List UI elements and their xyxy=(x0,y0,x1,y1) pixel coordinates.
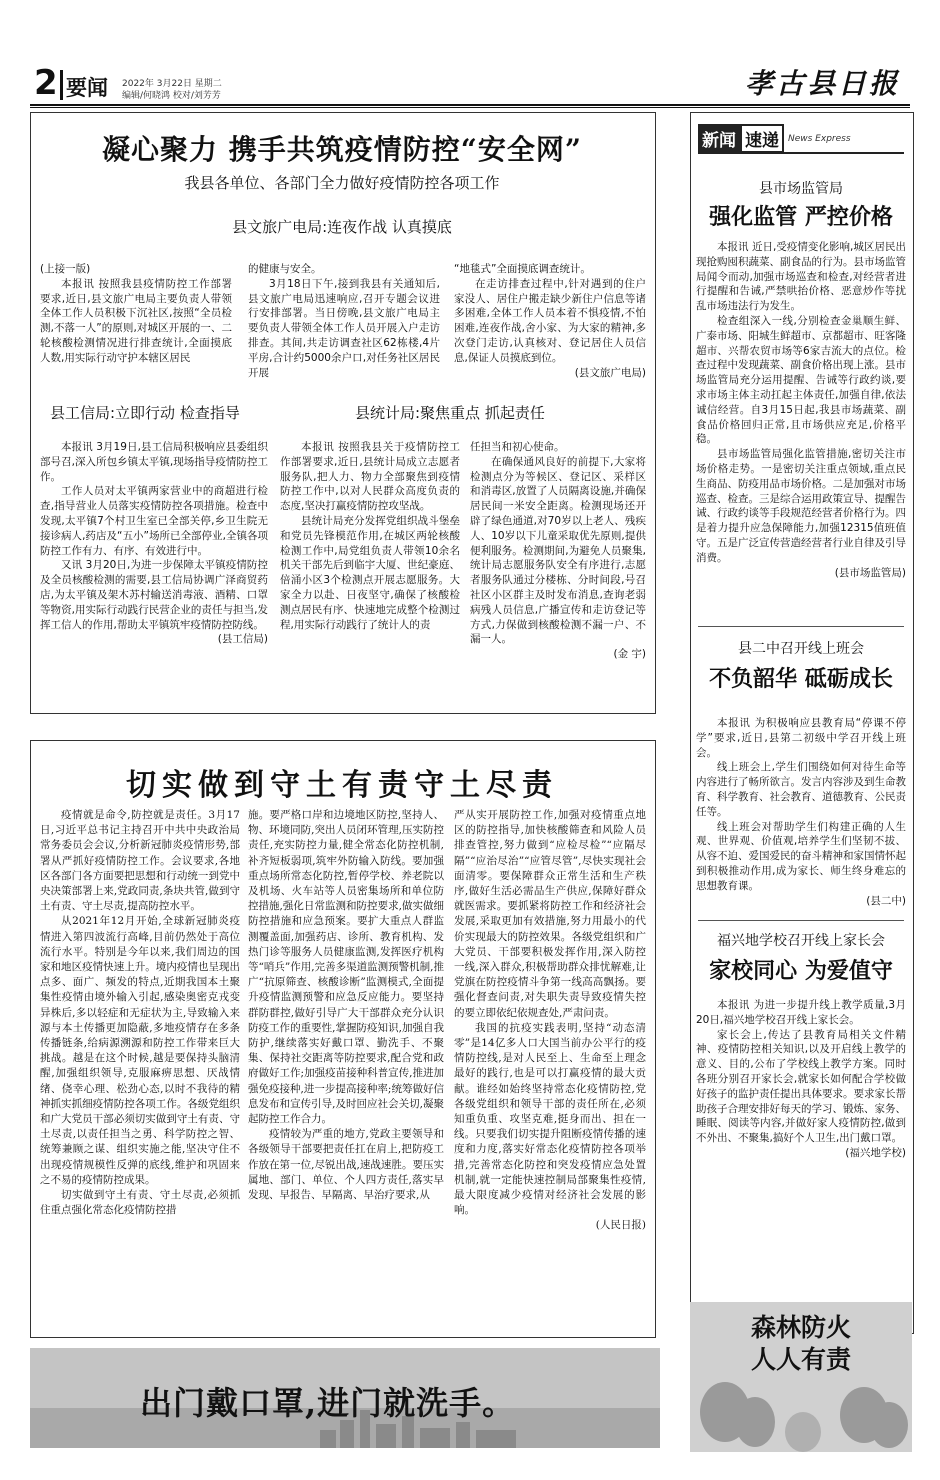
article-culture-col1 xyxy=(40,262,232,366)
article-paragraph: (上接一版) xyxy=(40,263,91,275)
news-item-body xyxy=(696,998,906,1161)
section-heading-statistics-bureau: 县统计局:聚焦重点 抓起责任 xyxy=(355,404,545,422)
tree-icon xyxy=(785,1412,821,1452)
news-divider xyxy=(698,920,904,921)
news-item-body xyxy=(696,716,906,908)
news-paragraph: 本报讯 为积极响应县教育局“停课不停学”要求,近日,县第二初级中学召开线上班会。 xyxy=(696,717,906,759)
issue-date: 2022年 3月22日 星期二 xyxy=(122,79,222,89)
commentary-paragraph: 疫情就是命令,防控就是责任。3月17日,习近平总书记主持召开中共中央政治局常务委员会会议,分析新冠肺炎疫情形势,部署从严抓好疫情防控工作。会议要求,各地区各部门各方面要把思想和行动统一到党中央决策部署上来,党政同责,条块共管,做到守土有责、守土尽责,提高防控水平。 xyxy=(40,809,240,913)
article-stats-col1 xyxy=(280,440,460,632)
news-item-source: 县市场监管局 xyxy=(759,181,843,197)
commentary-col1 xyxy=(40,808,240,1218)
header-rule-thin xyxy=(30,107,910,108)
news-paragraph: 线上班会对帮助学生们构建正确的人生观、世界观、价值观,培养学生们坚韧不拔、从容不迫、爱国爱民的奋斗精神和家国情怀起到积极推动作用,成为家长、师生终身难忘的思想教育课。 xyxy=(696,820,906,892)
news-item-title: 家校同心 为爱值守 xyxy=(709,958,893,984)
main-story-subtitle: 我县各单位、各部门全力做好疫情防控各项工作 xyxy=(184,174,500,192)
news-signature: (福兴地学校) xyxy=(845,1146,906,1159)
news-paragraph: 县市场监管局强化监管措施,密切关注市场价格走势。一是密切关注重点领域,重点民生商品、防疫用品市场价格。二是加强对市场巡查、检查。三是综合运用政策宣导、提醒告诫、行政约谈等手段规范经营者价格行为。四是着力提升应急保障能力,加强12315值班值守。五是广泛宣传营造经营者行业自律及引导消费。 xyxy=(696,448,906,564)
news-paragraph: 线上班会上,学生们围绕如何对待生命等内容进行了畅所欲言。发言内容涉及到生命教育、科学教育、社会教育、道德教育、公民责任等。 xyxy=(696,761,906,818)
article-paragraph: 工作人员对太平镇两家营业中的商超进行检查,指导营业人员落实疫情防控各项措施。检查中发现,太平镇7个村卫生室已全部关停,乡卫生院无接诊病人,药店及“五小”场所已全部停业,全镇各项防控工作有力、有序、有效进行中。 xyxy=(40,485,268,557)
health-slogan: 出门戴口罩,进门就洗手。 xyxy=(140,1384,516,1422)
page-number: 2 xyxy=(34,63,58,103)
article-paragraph: 3月18日下午,接到我县有关通知后,县文旅广电局迅速响应,召开专题会议进行安排部署。当日傍晚,县文旅广电局主要负责人带领全体工作人员开展入户走访排查。其间,共走访调查社区62栋楼,4片平房,合计约5000余户口,对任务社区居民开展 xyxy=(248,277,440,379)
header-divider xyxy=(60,70,63,100)
article-paragraph: 本报讯 3月19日,县工信局积极响应县委组织部号召,深入所包乡镇太平镇,现场指导疫情防控工作。 xyxy=(40,441,268,483)
commentary-paragraph: 切实做到守土有责、守土尽责,必须抓住重点强化常态化疫情防控措 xyxy=(40,1189,240,1217)
commentary-paragraph: 从2021年12月开始,全球新冠肺炎疫情进入第四波流行高峰,目前仍然处于高位流行水平。特别是今年以来,我们周边的国家和地区疫情快速上升。境内疫情也呈现出点多、面广、频发的特点,近期我国本土聚集性疫情由境外输入引起,感染奥密克戎变异株后,多以轻症和无症状为主,导致输入来源与本土传播更加隐蔽,多地疫情存在多条传播链条,给病源溯源和防控工作带来巨大挑战。越是在这个时候,越是要保持头脑清醒,加强组织领导,克服麻痹思想、厌战情绪、侥幸心理、松劲心态,以时不我待的精神抓实抓细疫情防控各项工作。各级党组织和广大党员干部必须切实做到守土有责、守土尽责,以责任担当之勇、科学防控之智、统筹兼顾之谋、组织实施之能,坚决守住不出现疫情规模性反弹的底线,维护和巩固来之不易的疫情防控成果。 xyxy=(40,915,240,1186)
section-heading-industry-bureau: 县工信局:立即行动 检查指导 xyxy=(50,404,240,422)
newspaper-masthead: 孝古县日报 xyxy=(745,67,901,100)
commentary-title: 切实做到守土有责守土尽责 xyxy=(126,768,558,803)
news-signature: (县二中) xyxy=(866,894,906,907)
news-item-body xyxy=(696,240,906,580)
news-express-label: 新闻 xyxy=(698,124,740,153)
news-divider xyxy=(698,626,904,627)
article-culture-col2 xyxy=(248,262,440,380)
news-item-source: 县二中召开线上班会 xyxy=(738,641,864,657)
forest-fire-slogan-line1: 森林防火 xyxy=(750,1313,851,1342)
section-name: 要闻 xyxy=(66,75,108,100)
news-signature: (县市场监管局) xyxy=(834,566,906,579)
article-paragraph: 在走访排查过程中,针对遇到的住户家没人、居住户搬走缺少新住户信息等诸多困难,全体工作人员本着不惧疫情,不怕困难,连夜作战,舍小家、为大家的精神,多次登门走访,认真核对、登记居住人员信息,保证人员摸底到位。 xyxy=(454,277,646,364)
article-paragraph: “地毯式”全面摸底调查统计。 xyxy=(454,263,591,275)
news-express-label-boxed: 速递 xyxy=(740,124,784,153)
article-stats-col2 xyxy=(470,440,646,662)
news-express-header xyxy=(698,124,851,150)
news-item-title: 不负韶华 砥砺成长 xyxy=(709,666,893,692)
tree-icon xyxy=(735,1397,775,1447)
article-industry-col xyxy=(40,440,268,647)
forest-fire-slogan xyxy=(690,1312,912,1376)
news-paragraph: 家长会上,传达了县教育局相关文件精神、疫情防控相关知识,以及开启线上教学的意义、目的,公布了学校线上教学方案。同时各班分别召开家长会,就家长如何配合学校做好孩子的监护责任提出具体要求。要求家长帮助孩子合理安排好每天的学习、锻炼、家务、睡眠、阅读等内容,并做好家人疫情防控,做到不外出、不聚集,搞好个人卫生,出门戴口罩。 xyxy=(696,1028,906,1145)
article-signature: (县工信局) xyxy=(217,633,268,646)
news-express-rule xyxy=(698,152,904,154)
news-paragraph: 检查组深入一线,分别检查金巢顺生鲜、广泰市场、阳城生鲜超市、京都超市、旺客隆超市、兴帮农贸市场等6家吉流大的点位。检查过程中发现蔬菜、副食价格出现上涨。县市场监管局充分运用提醒、告诫等行政约谈,要求市场主体主动扛起主体责任,加强自律,依法诚信经营。自3月15日起,我县市场蔬菜、副食品价格回归正常,且市场供应充足,价格平稳。 xyxy=(696,314,906,446)
commentary-paragraph: 施。要严格口岸和边境地区防控,坚持人、物、环境同防,突出人员闭环管理,压实防控责任,充实防控力量,健全常态化防控机制,补齐短板弱项,筑牢外防输入防线。要加强重点场所常态化防控,暂停学校、养老院以及机场、火车站等人员密集场所和单位防控措施,强化日常监测和防控要求,做实做细防控措施和应急预案。要扩大重点人群监测覆盖面,加强药店、诊所、教育机构、发热门诊等服务人员健康监测,发挥医疗机构等“哨兵”作用,完善多渠道监测预警机制,推广“抗原筛查、核酸诊断”监测模式,全面提升疫情监测预警和应急反应能力。要坚持群防群控,做好引导广大干部群众充分认识防疫工作的重要性,掌握防疫知识,加强自我防护,继续落实好戴口罩、勤洗手、不聚集、保持社交距离等防控要求,配合党和政府做好工作;加强疫苗接种科普宣传,推进加强免疫接种,进一步提高接种率;统筹做好信息发布和宣传引导,及时回应社会关切,凝聚起防控工作合力。 xyxy=(248,809,444,1126)
article-culture-col3 xyxy=(454,262,646,380)
article-signature: (金 宇) xyxy=(613,648,646,661)
news-express-english: News Express xyxy=(788,133,851,144)
commentary-col2 xyxy=(248,808,444,1203)
news-item-source: 福兴地学校召开线上家长会 xyxy=(717,933,885,949)
commentary-paragraph: 严从实开展防控工作,加强对疫情重点地区的防控指导,加快核酸筛查和风险人员排查管控,努力做到“应检尽检”“应隔尽隔”“应治尽治”“应管尽管”,尽快实现社会面清零。要保障群众正常生活和生产秩序,做好生活必需品生产供应,保障好群众就医需求。要抓紧将防控工作和经济社会发展,采取更加有效措施,努力用最小的代价实现最大的防控效果。各级党组织和广大党员、干部要积极发挥作用,深入防控一线,深入群众,积极帮助群众排忧解难,让党旗在防控疫情斗争第一线高高飘扬。要强化督查问责,对失职失责导致疫情失控的要立即依纪依规查处,严肃问责。 xyxy=(454,809,646,1019)
forest-fire-slogan-line2: 人人有责 xyxy=(750,1345,851,1374)
commentary-paragraph: 疫情较为严重的地方,党政主要领导和各级领导干部要把责任扛在肩上,把防疫工作放在第一位,尽锐出战,速战速胜。要压实属地、部门、单位、个人四方责任,落实早发现、早报告、早隔离、早治疗要求,从 xyxy=(248,1128,444,1202)
article-paragraph: 的健康与安全。 xyxy=(248,263,322,275)
article-signature: (县文旅广电局) xyxy=(574,366,646,379)
commentary-col3 xyxy=(454,808,646,1234)
article-paragraph: 本报讯 按照我县关于疫情防控工作部署要求,近日,县统计局成立志愿者服务队,把人力、物力全部聚焦到疫情防控工作中,以对人民群众高度负责的态度,坚决打赢疫情防控攻坚战。 xyxy=(280,441,460,513)
editor-credits: 编辑/何晓鸿 校对/刘芳芳 xyxy=(122,91,221,101)
article-paragraph: 本报讯 按照我县疫情防控工作部署要求,近日,县文旅广电局主要负责人带领全体工作人员积极下沉社区,按照“全员检测,不落一人”的原则,对城区开展的一、二轮核酸检测情况进行排查统计,全面摸底人数,用实际行动守护本辖区居民 xyxy=(40,277,232,364)
commentary-paragraph: 我国的抗疫实践表明,坚持“动态清零”是14亿多人口大国当前办公平行的疫情防控线,是对人民至上、生命至上理念最好的践行,也是可以打赢疫情的最大贡献。谁经如始终坚持常态化疫情防控,党各级党组织和领导干部的责任所在,必须知重负重、攻坚克难,挺身而出、担在一线。只要我们切实提升阻断疫情传播的速度和力度,落实好常态化疫情防控各项举措,完善常态化防控和突发疫情应急处置机制,就一定能快速控制局部聚集性疫情,最大限度减少疫情对经济社会发展的影响。 xyxy=(454,1021,646,1217)
tree-icon xyxy=(870,1402,908,1448)
main-story-title: 凝心聚力 携手共筑疫情防控“安全网” xyxy=(102,133,582,166)
section-heading-culture-bureau: 县文旅广电局:连夜作战 认真摸底 xyxy=(232,218,452,236)
article-paragraph: 任担当和初心使命。 xyxy=(470,441,565,453)
article-paragraph: 又讯 3月20日,为进一步保障太平镇疫情防控及全员核酸检测的需要,县工信局协调广泽商贸药店,为太平镇及架木苏村输送消毒液、酒精、口罩等物资,用实际行动践行民营企业的责任与担当,发挥工信人的作用,帮助太平镇筑牢疫情防控防线。 xyxy=(40,559,268,631)
article-paragraph: 在确保通风良好的前提下,大家将检测点分为等候区、登记区、采样区和消毒区,放置了人员隔离设施,并确保居民间一米安全距离。检测现场还开辟了绿色通道,对70岁以上老人、残疾人、10岁以下儿童采取优先原则,提供便利服务。检测期间,为避免人员聚集,统计局志愿服务队安全有序进行,志愿者服务队通过分楼栋、分时间段,号召社区小区群主及时发布消息,查询老弱病残人员信息,广播宣传和走访登记等方式,力保做到核酸检测不漏一户、不漏一人。 xyxy=(470,455,646,646)
header-rule xyxy=(30,104,910,106)
news-paragraph: 本报讯 为进一步提升线上教学质量,3月20日,福兴地学校召开线上家长会。 xyxy=(696,999,906,1026)
news-item-title: 强化监管 严控价格 xyxy=(709,204,893,230)
article-paragraph: 县统计局充分发挥党组织战斗堡垒和党员先锋模范作用,在城区两轮核酸检测工作中,局党组负责人带领10余名机关干部先后到临宇大厦、世纪豪庭、倍涌小区3个检测点开展志愿服务。大家全力以赴、日夜坚守,确保了核酸检测点居民有序、快速地完成整个检测过程,用实际行动践行了统计人的责 xyxy=(280,514,460,631)
news-paragraph: 本报讯 近日,受疫情变化影响,城区居民出现抢购囤积蔬菜、副食品的行为。县市场监管局闻令而动,加强市场巡查和检查,对经营者进行提醒和告诫,严禁哄抬价格、恶意炒作等扰乱市场违法行为发生。 xyxy=(696,241,906,313)
commentary-signature: (人民日报) xyxy=(595,1219,646,1232)
